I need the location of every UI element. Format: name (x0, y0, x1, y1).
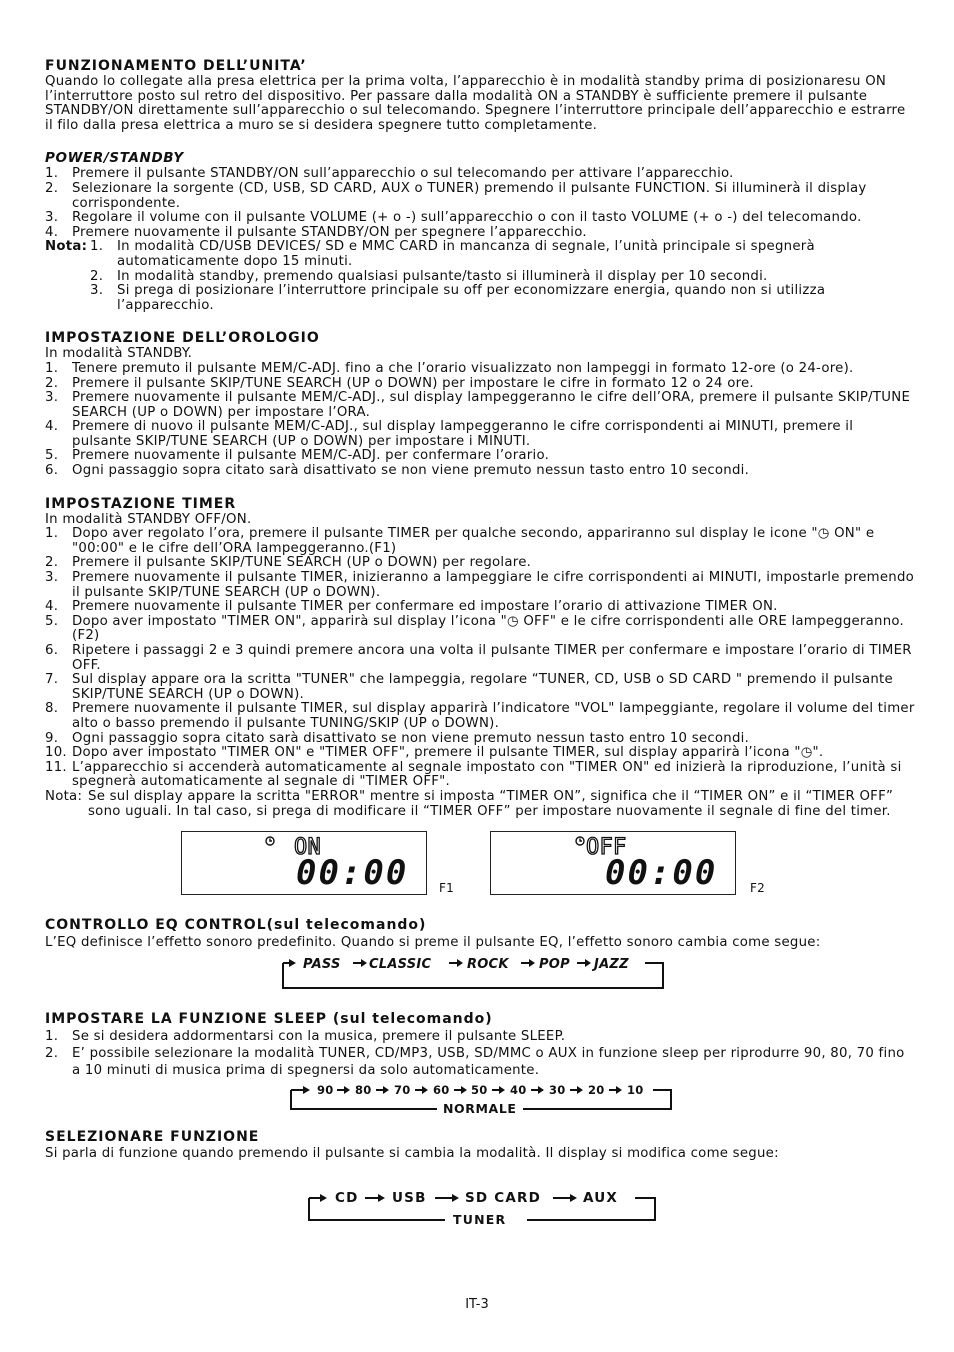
list-item (45, 167, 915, 182)
sleep-item: 90 (317, 1082, 334, 1097)
sleep-cycle-diagram (45, 1079, 915, 1125)
function-item-cd: CD (335, 1190, 359, 1207)
heading-funzione: SELEZIONARE FUNZIONE (45, 1128, 260, 1145)
item-text: Si prega di posizionare l’interruttore principale su off per economizzare energia, quando non si utilizza l’apparecchio. (117, 283, 826, 313)
item-number: 8. (45, 701, 59, 717)
power-list (45, 167, 915, 240)
sleep-item: 30 (549, 1082, 566, 1097)
funzione-body: Si parla di funzione quando premendo il pulsante si cambia la modalità. Il display si modifica come segue: (45, 1145, 779, 1161)
timer-display-figures (45, 819, 915, 917)
item-number: 2. (45, 555, 59, 571)
clock-icon (266, 837, 274, 845)
eq-item-jazz: JAZZ (594, 956, 629, 972)
item-number: 9. (45, 730, 59, 746)
item-number: 6. (45, 463, 59, 479)
sleep-item: 60 (433, 1082, 450, 1097)
list-item (45, 761, 915, 790)
item-text: Premere nuovamente il pulsante TIMER, sul display apparirà l’indicatore "VOL" lampeggiante, regolare il volume del timer alto o basso premendo il pulsante TUNING/SKIP (UP o DOWN). (72, 701, 915, 731)
item-text: In modalità CD/USB DEVICES/ SD e MMC CARD in mancanza di segnale, l’unità principale si spegnerà automaticamente dopo 15 minuti. (117, 239, 815, 269)
item-text: In modalità standby, premendo qualsiasi pulsante/tasto si illuminerà il display per 10 secondi. (117, 268, 768, 284)
item-text: Tenere premuto il pulsante MEM/C-ADJ. fino a che l’orario visualizzato non lampeggi in formato 12-ore (o 24-ore). (72, 360, 854, 376)
manual-page (45, 58, 915, 1231)
item-text: Ogni passaggio sopra citato sarà disattivato se non viene premuto nessun tasto entro 10 secondi. (72, 463, 750, 479)
lcd-time-text: 00:00 (296, 853, 409, 894)
list-item (45, 391, 915, 420)
list-item (45, 673, 915, 702)
item-number: 5. (45, 448, 59, 464)
item-number: 4. (45, 599, 59, 615)
item-text: Premere nuovamente il pulsante MEM/C-ADJ. per confermare l’orario. (72, 448, 550, 464)
list-item (45, 600, 915, 615)
sleep-item: 40 (510, 1082, 527, 1097)
sleep-list (45, 1028, 915, 1079)
item-number: 2. (90, 268, 104, 284)
item-number: 3. (45, 570, 59, 586)
function-item-usb: USB (392, 1190, 427, 1207)
item-text: Dopo aver regolato l’ora, premere il pulsante TIMER per qualche secondo, appariranno sul display le icone "◷ ON" e "00:00" e le cifre dell’ORA lampeggeranno.(F1) (72, 526, 875, 556)
item-text: Premere il pulsante SKIP/TUNE SEARCH (UP o DOWN) per regolare. (72, 555, 532, 571)
item-number: 1. (45, 360, 59, 376)
item-text: L’apparecchio si accenderà automaticamente al segnale impostato con "TIMER ON" ed inizierà la riproduzione, l’unità si spegnerà automaticamente al segnale di "TIMER OFF". (72, 759, 902, 790)
item-number: 1. (90, 239, 104, 255)
list-item (45, 464, 915, 479)
nota-text: Se sul display appare la scritta "ERROR" mentre si imposta “TIMER ON”, significa che il “TIMER ON” e il “TIMER OFF” sono uguali. In tal caso, si prega di modificare il “TIMER OFF” per impostare nuovamente il segnale di fine del timer. (88, 788, 894, 819)
list-item (45, 702, 915, 731)
item-number: 6. (45, 643, 59, 658)
item-number: 2. (45, 1045, 59, 1061)
orologio-intro: In modalità STANDBY. (45, 346, 193, 362)
list-item (45, 1045, 915, 1079)
item-text: Premere nuovamente il pulsante MEM/C-ADJ., sul display lampeggeranno le cifre dell’ORA, premere il pulsante SKIP/TUNE SEARCH (UP o DOWN) per impostare l’ORA. (72, 390, 911, 420)
list-item (45, 615, 915, 644)
item-text: E’ possibile selezionare la modalità TUNER, CD/MP3, USB, SD/MMC o AUX in funzione sleep per riprodurre 90, 80, 70 fino a 10 minuti di musica prima di spegnersi da solo automaticamente. (72, 1045, 905, 1078)
item-text: Premere nuovamente il pulsante TIMER, inizieranno a lampeggiare le cifre corrispondenti ai MINUTI, impostarle premendo il pulsante SKIP/TUNE SEARCH (UP o DOWN). (72, 570, 915, 600)
list-item (45, 571, 915, 600)
item-number: 2. (45, 180, 59, 196)
item-number: 2. (45, 375, 59, 391)
eq-item-pop: POP (539, 956, 570, 972)
list-item (45, 556, 915, 571)
function-cycle-diagram (45, 1161, 915, 1231)
list-item (45, 746, 915, 761)
heading-funzionamento: FUNZIONAMENTO DELL’UNITA’ (45, 58, 307, 74)
lcd-display-f2 (490, 831, 736, 895)
heading-sleep (45, 1011, 915, 1028)
item-number: 10. (45, 745, 67, 761)
list-item (45, 362, 915, 377)
heading-power-standby: POWER/STANDBY (45, 150, 184, 167)
eq-item-pass: PASS (303, 956, 341, 972)
sleep-item: 10 (627, 1082, 644, 1097)
page-number: IT-3 (465, 1297, 489, 1312)
list-item (45, 1028, 915, 1045)
item-number: 4. (45, 419, 59, 435)
power-nota (45, 240, 915, 313)
heading-eq (45, 917, 915, 934)
list-item (45, 644, 915, 673)
list-item (45, 377, 915, 392)
item-number: 7. (45, 672, 59, 688)
eq-title: CONTROLLO EQ CONTROL (45, 917, 267, 934)
eq-cycle-diagram (45, 951, 915, 995)
lcd-time-text: 00:00 (605, 853, 718, 894)
timer-nota (45, 790, 915, 819)
item-number: 3. (90, 283, 104, 299)
list-item (45, 449, 915, 464)
timer-list (45, 527, 915, 790)
item-text: Premere nuovamente il pulsante TIMER per confermare ed impostare l’orario di attivazione TIMER ON. (72, 599, 778, 615)
list-item (45, 527, 915, 556)
sleep-item: 80 (355, 1082, 372, 1097)
nota-label: Nota: (45, 239, 88, 255)
list-item (45, 182, 915, 211)
item-text: Ripetere i passaggi 2 e 3 quindi premere ancora una volta il pulsante TIMER per confermare e impostare l’orario di TIMER OFF. (72, 643, 912, 673)
heading-orologio: IMPOSTAZIONE DELL’OROLOGIO (45, 330, 320, 347)
item-text: Premere il pulsante STANDBY/ON sull’apparecchio o sul telecomando per attivare l’apparecchio. (72, 166, 734, 182)
nota-item (90, 240, 915, 269)
sleep-title-suffix: (sul telecomando) (327, 1010, 493, 1027)
list-item (45, 732, 915, 747)
figure-label-f1: F1 (439, 881, 455, 896)
list-item (45, 420, 915, 449)
funzionamento-body: Quando lo collegate alla presa elettrica per la prima volta, l’apparecchio è in modalità standby prima di posizionaresu ON l’interruttore posto sul retro del dispositivo. Per passare dalla modalità ON a STANDBY è sufficiente premere il pulsante STANDBY/ON direttamente sull’apparecchio o sul telecomando. Spegnere l’interruttore principale dell’apparecchio e estrarre il filo dalla presa elettrica a muro se si desidera spegnere tutto completamente. (45, 74, 906, 133)
eq-item-rock: ROCK (467, 956, 509, 972)
nota-item (90, 284, 915, 313)
item-number: 5. (45, 613, 59, 629)
item-number: 11. (45, 759, 67, 775)
sleep-return-label: NORMALE (443, 1100, 517, 1116)
eq-body: L’EQ definisce l’effetto sonoro predefinito. Quando si preme il pulsante EQ, l’effetto sonoro cambia come segue: (45, 935, 821, 951)
item-text: Dopo aver impostato "TIMER ON" e "TIMER OFF", premere il pulsante TIMER, sul display apparirà l’icona "◷". (72, 745, 824, 761)
eq-item-classic: CLASSIC (369, 956, 432, 972)
item-text: Selezionare la sorgente (CD, USB, SD CARD, AUX o TUNER) premendo il pulsante FUNCTION. Si illuminerà il display corrispondente. (72, 180, 867, 211)
item-number: 1. (45, 526, 59, 542)
list-item (45, 211, 915, 226)
figure-label-f2: F2 (750, 881, 766, 896)
function-item-sd-card: SD CARD (465, 1190, 541, 1207)
orologio-list (45, 362, 915, 479)
item-text: Sul display appare ora la scritta "TUNER" che lampeggia, regolare “TUNER, CD, USB o SD CARD " premendo il pulsante SKIP/TUNE SEARCH (UP o DOWN). (72, 672, 893, 702)
item-number: 3. (45, 210, 59, 226)
heading-timer: IMPOSTAZIONE TIMER (45, 495, 237, 512)
sleep-item: 20 (588, 1082, 605, 1097)
item-number: 3. (45, 390, 59, 406)
sleep-title: IMPOSTARE LA FUNZIONE SLEEP (45, 1010, 327, 1027)
sleep-item: 70 (394, 1082, 411, 1097)
nota-item (90, 270, 915, 285)
eq-title-suffix: (sul telecomando) (266, 917, 427, 934)
item-text: Dopo aver impostato "TIMER ON", apparirà sul display l’icona "◷ OFF" e le cifre corrispondenti alle ORE lampeggeranno.(F2) (72, 613, 905, 644)
item-text: Premere il pulsante SKIP/TUNE SEARCH (UP o DOWN) per impostare le cifre in formato 12 o 24 ore. (72, 375, 754, 391)
sleep-item: 50 (471, 1082, 488, 1097)
lcd-display-f1 (181, 831, 427, 895)
item-text: Regolare il volume con il pulsante VOLUME (+ o -) sull’apparecchio o con il tasto VOLUME (+ o -) del telecomando. (72, 210, 862, 226)
lcd-mode-text: ON (294, 835, 321, 861)
nota-label: Nota: (45, 788, 83, 804)
function-item-aux: AUX (583, 1190, 619, 1207)
item-text: Se si desidera addormentarsi con la musica, premere il pulsante SLEEP. (72, 1028, 566, 1044)
item-text: Premere nuovamente il pulsante STANDBY/ON per spegnere l’apparecchio. (72, 224, 587, 240)
item-number: 1. (45, 1028, 59, 1044)
function-return-label: TUNER (453, 1212, 507, 1228)
item-number: 4. (45, 224, 59, 240)
item-text: Premere di nuovo il pulsante MEM/C-ADJ., sul display lampeggeranno le cifre corrispondenti ai MINUTI, premere il pulsante SKIP/TUNE SEARCH (UP o DOWN) per impostare i MINUTI. (72, 419, 854, 449)
timer-intro: In modalità STANDBY OFF/ON. (45, 511, 252, 527)
clock-icon (576, 837, 584, 845)
item-number: 1. (45, 166, 59, 182)
lcd-mode-text: OFF (586, 835, 627, 861)
item-text: Ogni passaggio sopra citato sarà disattivato se non viene premuto nessun tasto entro 10 secondi. (72, 730, 750, 746)
